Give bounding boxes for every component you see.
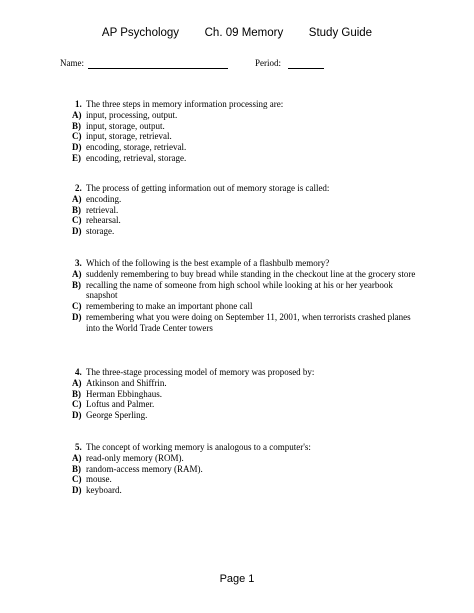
option-letter: D): [72, 311, 82, 322]
option-text: Atkinson and Shiffrin.: [86, 377, 167, 388]
option-letter: A): [72, 268, 82, 279]
option-text: recalling the name of someone from high school while looking at his or her yearbook snapshot: [86, 279, 393, 301]
option-text: suddenly remembering to buy bread while standing in the checkout line at the grocery store: [86, 268, 416, 279]
answer-option: [60, 121, 420, 132]
option-text: retrieval.: [86, 204, 119, 215]
option-text: encoding.: [86, 193, 122, 204]
option-text: storage.: [86, 226, 115, 237]
answer-option: [60, 410, 420, 421]
option-letter: D): [72, 410, 82, 421]
option-letter: C): [72, 474, 82, 485]
question-stem: [60, 99, 420, 110]
option-text: remembering to make an important phone call: [86, 301, 253, 312]
answer-option: [60, 312, 420, 334]
option-letter: C): [72, 301, 82, 312]
option-letter: C): [72, 215, 82, 226]
question-text: The three steps in memory information processing are:: [86, 99, 284, 109]
question-1: [60, 99, 420, 164]
option-text: encoding, retrieval, storage.: [86, 152, 187, 163]
option-text: rehearsal.: [86, 215, 121, 226]
answer-option: [60, 131, 420, 142]
option-text: input, processing, output.: [86, 109, 178, 120]
question-3: [60, 258, 420, 334]
page-footer: Page 1: [219, 573, 255, 585]
option-text: mouse.: [86, 474, 112, 485]
option-text: George Sperling.: [86, 410, 148, 421]
option-text: input, storage, retrieval.: [86, 131, 172, 142]
name-blank-line: [88, 68, 228, 69]
question-2: [60, 183, 420, 237]
answer-option: [60, 194, 420, 205]
answer-option: [60, 205, 420, 216]
option-letter: D): [72, 485, 82, 496]
answer-option: [60, 226, 420, 237]
option-letter: C): [72, 399, 82, 410]
option-text: Herman Ebbinghaus.: [86, 388, 162, 399]
option-letter: B): [72, 388, 81, 399]
answer-option: [60, 464, 420, 475]
answer-option: [60, 269, 420, 280]
answer-option: [60, 485, 420, 496]
answer-option: [60, 215, 420, 226]
option-text: encoding, storage, retrieval.: [86, 142, 187, 153]
option-letter: A): [72, 193, 82, 204]
option-text: read-only memory (ROM).: [86, 452, 184, 463]
answer-option: [60, 474, 420, 485]
option-letter: B): [72, 204, 81, 215]
question-stem: [60, 367, 420, 378]
question-stem: [60, 183, 420, 194]
question-text: The process of getting information out of memory storage is called:: [86, 183, 330, 193]
question-text: Which of the following is the best example of a flashbulb memory?: [86, 258, 330, 268]
option-letter: A): [72, 109, 82, 120]
question-text: The three-stage processing model of memory was proposed by:: [86, 367, 315, 377]
option-letter: A): [72, 377, 82, 388]
name-period-row: [60, 58, 420, 70]
option-letter: B): [72, 120, 81, 131]
question-number: 4.: [75, 367, 82, 377]
option-letter: C): [72, 131, 82, 142]
option-text: random-access memory (RAM).: [86, 463, 203, 474]
answer-option: [60, 280, 420, 302]
option-text: input, storage, output.: [86, 120, 165, 131]
option-letter: E): [72, 152, 81, 163]
option-text: Loftus and Palmer.: [86, 399, 155, 410]
option-text: remembering what you were doing on September 11, 2001, when terrorists crashed planes into the World Trade Center towers: [86, 311, 411, 333]
answer-option: [60, 453, 420, 464]
option-letter: B): [72, 463, 81, 474]
question-5: [60, 442, 420, 496]
answer-option: [60, 389, 420, 400]
question-4: [60, 367, 420, 421]
answer-option: [60, 142, 420, 153]
question-stem: [60, 258, 420, 269]
question-number: 1.: [75, 99, 82, 109]
question-number: 2.: [75, 183, 82, 193]
option-letter: A): [72, 452, 82, 463]
name-label: Name:: [60, 58, 84, 68]
option-letter: D): [72, 142, 82, 153]
answer-option: [60, 110, 420, 121]
question-number: 3.: [75, 258, 82, 268]
option-letter: D): [72, 226, 82, 237]
question-number: 5.: [75, 442, 82, 452]
option-text: keyboard.: [86, 485, 122, 496]
answer-option: [60, 301, 420, 312]
period-blank-line: [288, 68, 324, 69]
answer-option: [60, 153, 420, 164]
answer-option: [60, 399, 420, 410]
answer-option: [60, 378, 420, 389]
option-letter: B): [72, 279, 81, 290]
period-label: Period:: [255, 58, 281, 68]
page-header: AP Psychology Ch. 09 Memory Study Guide: [101, 27, 373, 39]
question-stem: [60, 442, 420, 453]
question-text: The concept of working memory is analogous to a computer's:: [86, 442, 311, 452]
